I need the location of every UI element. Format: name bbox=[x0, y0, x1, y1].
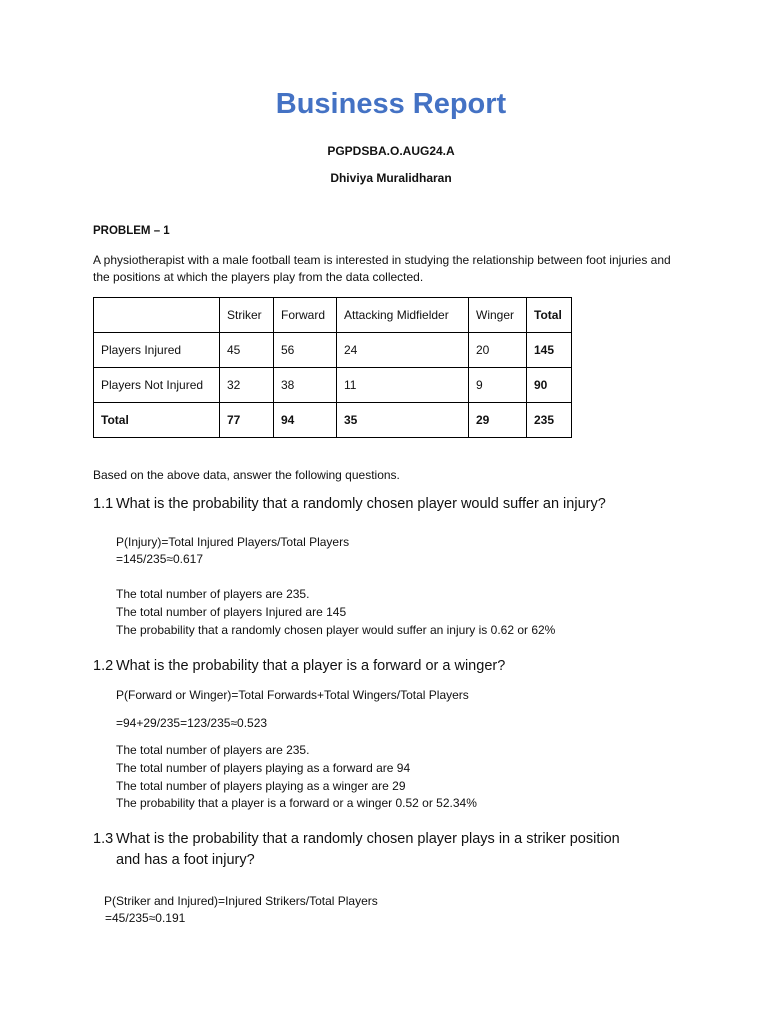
question-text: What is the probability that a player is a forward or a winger? bbox=[116, 658, 506, 674]
course-code: PGPDSBA.O.AUG24.A bbox=[327, 144, 455, 158]
question-text: What is the probability that a randomly chosen player plays in a striker position bbox=[116, 831, 620, 847]
table-cell: 32 bbox=[220, 368, 274, 403]
table-row bbox=[94, 368, 572, 403]
answer-formula: P(Forward or Winger)=Total Forwards+Total Wingers/Total Players bbox=[116, 688, 469, 702]
answer-note: The probability that a randomly chosen player would suffer an injury is 0.62 or 62% bbox=[116, 623, 556, 637]
table-cell: 20 bbox=[469, 333, 527, 368]
question-heading bbox=[93, 494, 606, 515]
answer-calculation: =94+29/235=123/235≈0.523 bbox=[116, 716, 268, 730]
table-row-label: Players Injured bbox=[94, 333, 220, 368]
table-total-cell: 35 bbox=[337, 403, 469, 438]
table-row-label: Total bbox=[94, 403, 220, 438]
answer-formula: P(Striker and Injured)=Injured Strikers/Total Players bbox=[104, 894, 378, 908]
author-name: Dhiviya Muralidharan bbox=[330, 171, 452, 185]
table-cell: 45 bbox=[220, 333, 274, 368]
table-total-cell: 145 bbox=[527, 333, 572, 368]
table-total-cell: 77 bbox=[220, 403, 274, 438]
table-total-cell: 90 bbox=[527, 368, 572, 403]
question-text: What is the probability that a randomly chosen player would suffer an injury? bbox=[116, 496, 606, 512]
table-total-cell: 235 bbox=[527, 403, 572, 438]
table-cell: 38 bbox=[274, 368, 337, 403]
question-number: 1.1 bbox=[93, 496, 114, 512]
table-cell: 11 bbox=[337, 368, 469, 403]
injury-table bbox=[93, 297, 572, 438]
answer-formula: P(Injury)=Total Injured Players/Total Players bbox=[116, 535, 350, 549]
question-number: 1.3 bbox=[93, 831, 114, 847]
answer-note: The total number of players Injured are 145 bbox=[116, 605, 347, 619]
table-header-cell: Striker bbox=[220, 298, 274, 333]
answer-calculation: =45/235≈0.191 bbox=[105, 911, 186, 925]
problem-heading: PROBLEM – 1 bbox=[93, 225, 170, 237]
table-header-cell: Forward bbox=[274, 298, 337, 333]
table-header-cell: Total bbox=[527, 298, 572, 333]
question-text-continuation: and has a foot injury? bbox=[116, 852, 255, 868]
table-total-cell: 29 bbox=[469, 403, 527, 438]
questions-lead-in: Based on the above data, answer the following questions. bbox=[93, 468, 400, 482]
answer-note: The total number of players playing as a winger are 29 bbox=[116, 779, 406, 793]
answer-note: The total number of players are 235. bbox=[116, 587, 310, 601]
question-heading bbox=[93, 656, 505, 677]
table-cell: 56 bbox=[274, 333, 337, 368]
table-header-row bbox=[94, 298, 572, 333]
answer-calculation: =145/235≈0.617 bbox=[116, 552, 203, 566]
table-cell: 24 bbox=[337, 333, 469, 368]
table-cell: 9 bbox=[469, 368, 527, 403]
answer-note: The total number of players playing as a forward are 94 bbox=[116, 761, 411, 775]
question-number: 1.2 bbox=[93, 658, 114, 674]
table-header-cell: Attacking Midfielder bbox=[337, 298, 469, 333]
table-row bbox=[94, 333, 572, 368]
table-total-row bbox=[94, 403, 572, 438]
answer-note: The probability that a player is a forward or a winger 0.52 or 52.34% bbox=[116, 796, 477, 810]
table-row-label: Players Not Injured bbox=[94, 368, 220, 403]
question-heading bbox=[93, 829, 620, 871]
table-header-cell bbox=[94, 298, 220, 333]
answer-note: The total number of players are 235. bbox=[116, 743, 310, 757]
problem-intro: A physiotherapist with a male football team is interested in studying the relationship between foot injuries and the positions at which the players play from the data collected. bbox=[93, 253, 671, 284]
page-title: Business Report bbox=[275, 88, 507, 120]
table-total-cell: 94 bbox=[274, 403, 337, 438]
table-header-cell: Winger bbox=[469, 298, 527, 333]
